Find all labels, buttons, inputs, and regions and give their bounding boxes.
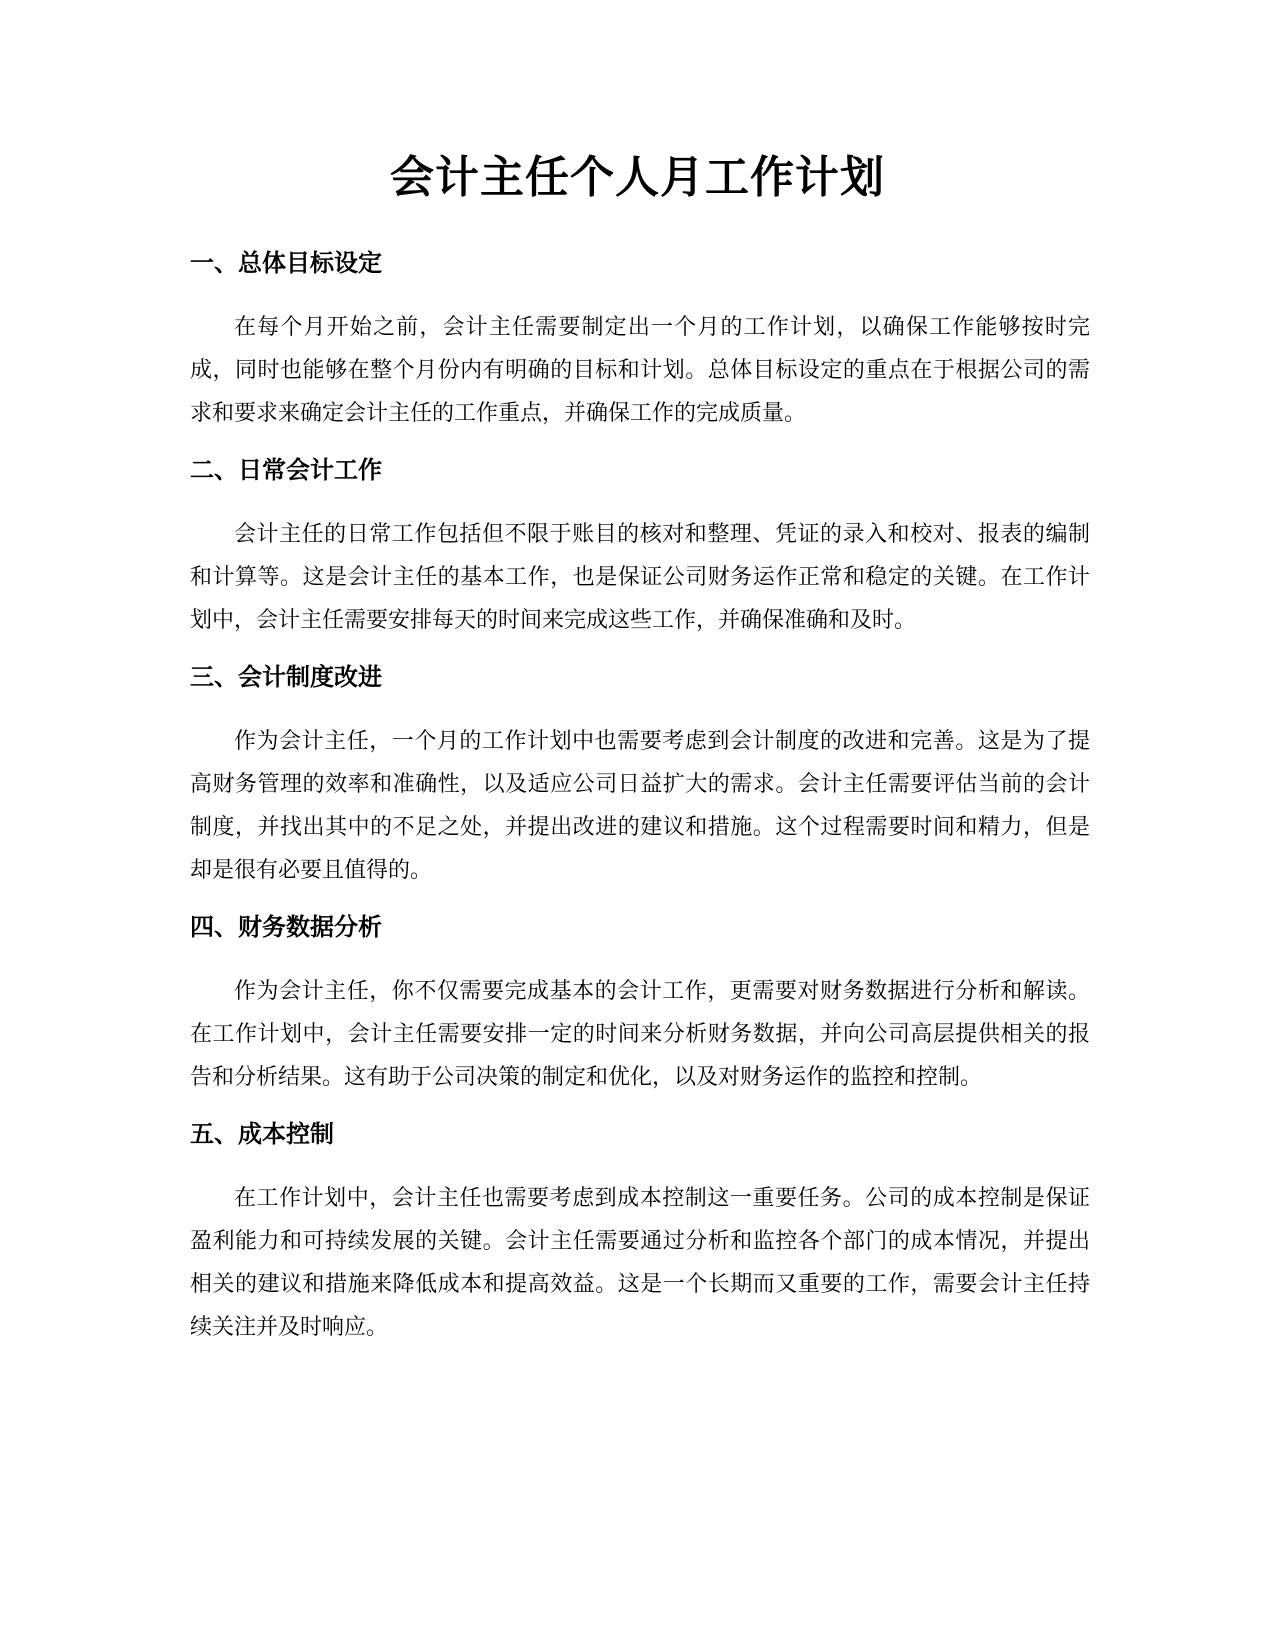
section-paragraph: 在工作计划中，会计主任也需要考虑到成本控制这一重要任务。公司的成本控制是保证盈利能力和可持续发展的关键。会计主任需要通过分析和监控各个部门的成本情况，并提出相关的建议和措施来降低成本和提高效益。这是一个长期而又重要的工作，需要会计主任持续关注并及时响应。 bbox=[190, 1186, 1090, 1340]
section-system-improvement bbox=[190, 660, 1090, 892]
section-heading: 二、日常会计工作 bbox=[190, 456, 382, 484]
section-daily-accounting bbox=[190, 453, 1090, 642]
section-heading: 一、总体目标设定 bbox=[190, 249, 382, 277]
section-paragraph: 会计主任的日常工作包括但不限于账目的核对和整理、凭证的录入和校对、报表的编制和计算等。这是会计主任的基本工作，也是保证公司财务运作正常和稳定的关键。在工作计划中，会计主任需要安排每天的时间来完成这些工作，并确保准确和及时。 bbox=[190, 522, 1090, 633]
section-paragraph: 在每个月开始之前，会计主任需要制定出一个月的工作计划，以确保工作能够按时完成，同时也能够在整个月份内有明确的目标和计划。总体目标设定的重点在于根据公司的需求和要求来确定会计主任的工作重点，并确保工作的完成质量。 bbox=[190, 315, 1090, 426]
section-overall-goals bbox=[190, 246, 1090, 435]
section-heading: 三、会计制度改进 bbox=[190, 663, 382, 691]
document-content bbox=[190, 246, 1090, 1367]
section-financial-analysis bbox=[190, 910, 1090, 1099]
section-heading: 五、成本控制 bbox=[190, 1120, 334, 1148]
document-title: 会计主任个人月工作计划 bbox=[390, 152, 885, 203]
section-heading: 四、财务数据分析 bbox=[190, 913, 382, 941]
section-paragraph: 作为会计主任，你不仅需要完成基本的会计工作，更需要对财务数据进行分析和解读。在工作计划中，会计主任需要安排一定的时间来分析财务数据，并向公司高层提供相关的报告和分析结果。这有助于公司决策的制定和优化，以及对财务运作的监控和控制。 bbox=[190, 979, 1090, 1090]
section-cost-control bbox=[190, 1117, 1090, 1349]
section-paragraph: 作为会计主任，一个月的工作计划中也需要考虑到会计制度的改进和完善。这是为了提高财务管理的效率和准确性，以及适应公司日益扩大的需求。会计主任需要评估当前的会计制度，并找出其中的不足之处，并提出改进的建议和措施。这个过程需要时间和精力，但是却是很有必要且值得的。 bbox=[190, 729, 1090, 883]
